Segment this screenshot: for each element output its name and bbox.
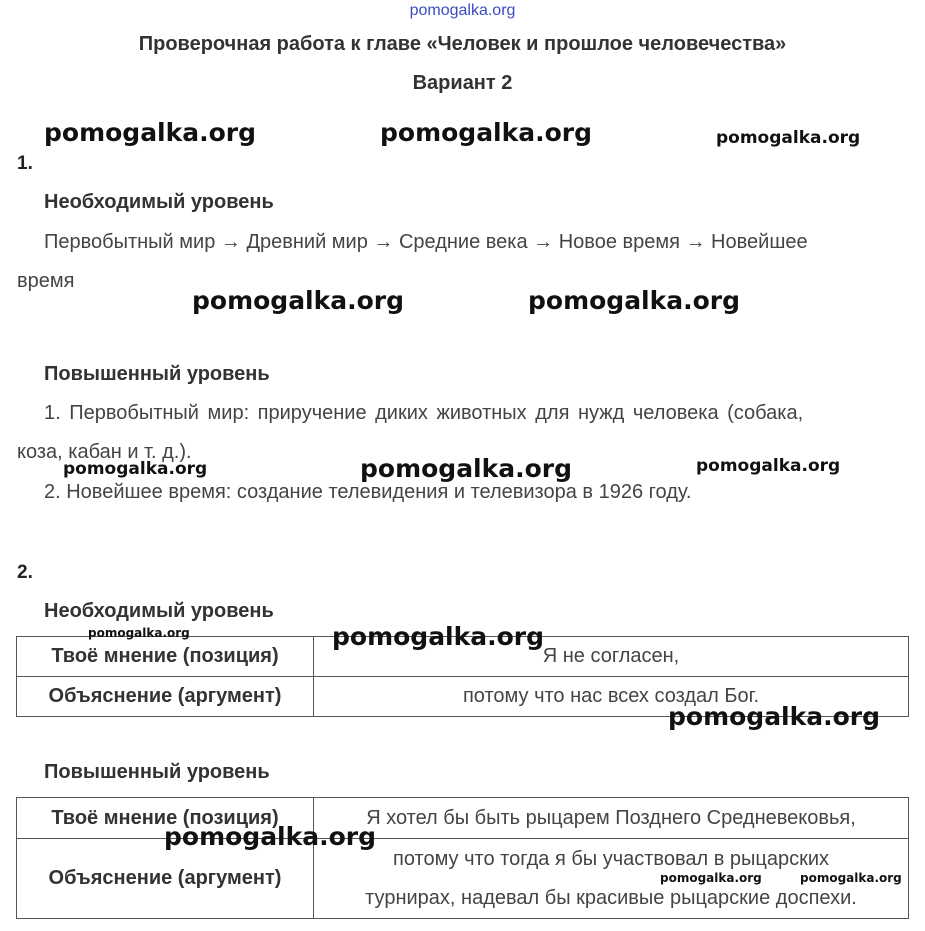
watermark-text: pomogalka.org	[668, 702, 881, 731]
watermark-text: pomogalka.org	[332, 622, 545, 651]
argument-value-line-2: турнирах, надевал бы красивые рыцарские доспехи.	[365, 886, 857, 909]
q1-advanced-heading: Повышенный уровень	[44, 363, 270, 385]
watermark-text: pomogalka.org	[44, 118, 257, 147]
question-2-number: 2.	[17, 562, 33, 583]
watermark-text: pomogalka.org	[380, 118, 593, 147]
table-row	[17, 839, 909, 919]
q1-advanced-item-1-line-2: коза, кабан и т. д.).	[17, 441, 192, 463]
position-value: Я хотел бы быть рыцарем Позднего Средневековья,	[314, 798, 909, 839]
q1-advanced-item-1-line-1: 1. Первобытный мир: приручение диких животных для нужд человека (собака,	[44, 402, 804, 424]
q1-advanced-item-2: 2. Новейшее время: создание телевидения и телевизора в 1926 году.	[44, 481, 692, 503]
q1-basic-line-2: время	[17, 270, 75, 292]
position-value: Я не согласен,	[314, 637, 909, 677]
position-label: Твоё мнение (позиция)	[17, 798, 314, 839]
watermark-text: pomogalka.org	[716, 128, 861, 148]
q1-basic-heading: Необходимый уровень	[44, 191, 274, 213]
q1-basic-line-1: Первобытный мир → Древний мир → Средние века → Новое время → Новейшее	[44, 231, 808, 253]
q2-advanced-table	[16, 797, 909, 919]
table-row	[17, 798, 909, 839]
watermark-text: pomogalka.org	[800, 871, 902, 885]
argument-label: Объяснение (аргумент)	[17, 677, 314, 717]
page-title: Проверочная работа к главе «Человек и прошлое человечества»	[138, 33, 787, 55]
top-watermark: pomogalka.org	[409, 2, 516, 19]
argument-label: Объяснение (аргумент)	[17, 839, 314, 919]
watermark-text: pomogalka.org	[88, 626, 190, 640]
question-1-number: 1.	[17, 153, 33, 174]
argument-value: потому что нас всех создал Бог.	[314, 677, 909, 717]
watermark-text: pomogalka.org	[360, 454, 573, 483]
watermark-text: pomogalka.org	[63, 459, 208, 479]
argument-value-line-1: потому что тогда я бы участвовал в рыцарских	[393, 847, 829, 870]
q2-basic-heading: Необходимый уровень	[44, 600, 274, 622]
watermark-text: pomogalka.org	[192, 286, 405, 315]
watermark-text: pomogalka.org	[164, 822, 377, 851]
watermark-text: pomogalka.org	[660, 871, 762, 885]
q2-advanced-heading: Повышенный уровень	[44, 761, 270, 783]
position-label: Твоё мнение (позиция)	[17, 637, 314, 677]
watermark-text: pomogalka.org	[696, 456, 841, 476]
watermark-text: pomogalka.org	[528, 286, 741, 315]
variant-label: Вариант 2	[412, 72, 513, 94]
